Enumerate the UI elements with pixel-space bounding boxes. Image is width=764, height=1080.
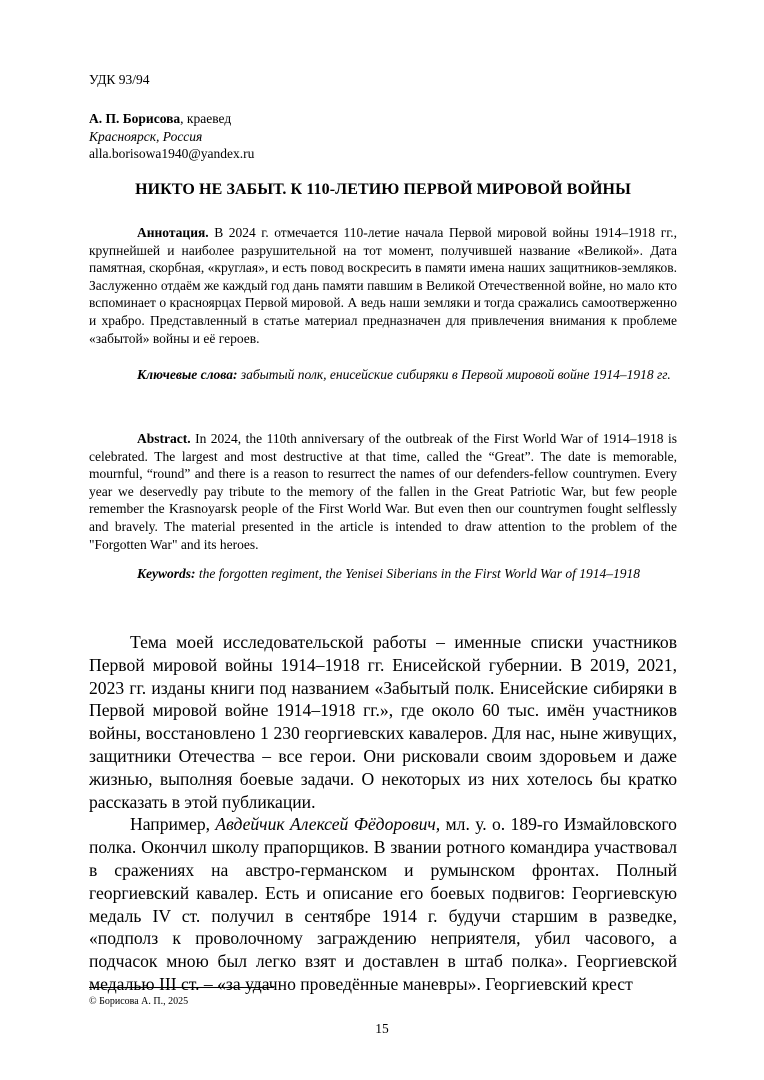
body-paragraph-1: Тема моей исследовательской работы – именные списки участников Первой мировой войны 1914–1918 гг. Енисейской губернии. В 2019, 2021, 2023 гг. изданы книги под названием «Забытый полк. Енисейские сибиряки в Первой мировой войне 1914–1918 гг.», где около 60 тыс. имён участников войны, восстановлено 1 230 георгиевских кавалеров. Для нас, ныне живущих, защитники Отечества – все герои. Они рисковали своим здоровьем и даже жизнью, выполняя боевые задачи. О некоторых из них хотелось бы кратко рассказать в этой публикации. — [89, 632, 677, 812]
abstract-label-ru: Аннотация. — [137, 225, 209, 240]
keywords-text-ru: забытый полк, енисейские сибиряки в Первой мировой войне 1914–1918 гг. — [237, 367, 671, 382]
author-block — [89, 110, 254, 163]
author-location: Красноярск, Россия — [89, 128, 203, 144]
abstract-text-en: In 2024, the 110th anniversary of the outbreak of the First World War of 1914–1918 is celebrated. The largest and most destructive at that time, called the “Great”. The date is memorable, mournful, “round” and there is a reason to resurrect the names of our defenders-fellow countrymen. Every year we deservedly pay tribute to the memory of the fallen in the Great Patriotic War, but few people remember the Krasnoyarsk people of the First World War. But even then our countrymen fought selflessly and bravely. The material presented in the article is intended to draw attention to the problem of the "Forgotten War" and its heroes. — [89, 431, 677, 552]
copyright-footnote: © Борисова А. П., 2025 — [89, 996, 189, 1007]
author-email: alla.borisowa1940@yandex.ru — [89, 146, 255, 161]
author-name: А. П. Борисова — [89, 111, 181, 126]
keywords-label-ru: Ключевые слова: — [137, 367, 238, 382]
abstract-label-en: Abstract. — [137, 431, 191, 446]
footnote-divider — [89, 987, 274, 988]
russian-abstract — [89, 224, 677, 347]
body-paragraph-2: Например, Авдейчик Алексей Фёдорович, мл. у. о. 189-го Измайловского полка. Окончил школу прапорщиков. В звании ротного командира участвовал в сражениях на австро-германском и румынском фронтах. Полный георгиевский кавалер. Есть и описание его боевых подвигов: Георгиевскую медаль IV ст. получил в сентябре 1914 г. будучи старшим в разведке, «подполз к проволочному заграждению неприятеля, убил часового, а подчасок мною был легко взят и доставлен в штаб полка». Георгиевской медалью III ст. – «за удачно проведённые маневры». Георгиевский крест — [89, 814, 677, 994]
author-role: , краевед — [180, 111, 232, 126]
article-title: НИКТО НЕ ЗАБЫТ. К 110-ЛЕТИЮ ПЕРВОЙ МИРОВОЙ ВОЙНЫ — [135, 181, 631, 198]
person-name: Авдейчик Алексей Фёдорович, — [215, 814, 441, 835]
abstract-text-ru: В 2024 г. отмечается 110-летие начала Первой мировой войны 1914–1918 гг., крупнейшей и наиболее разрушительной на тот момент, получившей название «Великой». Дата памятная, скорбная, «круглая», и есть повод воскресить в памяти имена наших защитников-земляков. Заслуженно отдаём же каждый год дань памяти павшим в Великой Отечественной войне, но мало кто вспоминает о красноярцах Первой мировой. А ведь наши земляки и тогда сражались самоотверженно и храбро. Представленный в статье материал предназначен для привлечения внимания к проблеме «забытой» войны и её героев. — [89, 225, 677, 346]
keywords-text-en: the forgotten regiment, the Yenisei Siberians in the First World War of 1914–1918 — [195, 566, 640, 581]
english-keywords — [89, 565, 677, 583]
udk-code: УДК 93/94 — [89, 72, 150, 87]
russian-keywords — [89, 366, 677, 384]
page-number: 15 — [375, 1021, 389, 1036]
author-line — [89, 110, 254, 128]
keywords-label-en: Keywords: — [137, 566, 196, 581]
english-abstract — [89, 430, 677, 553]
article-body — [89, 631, 677, 996]
